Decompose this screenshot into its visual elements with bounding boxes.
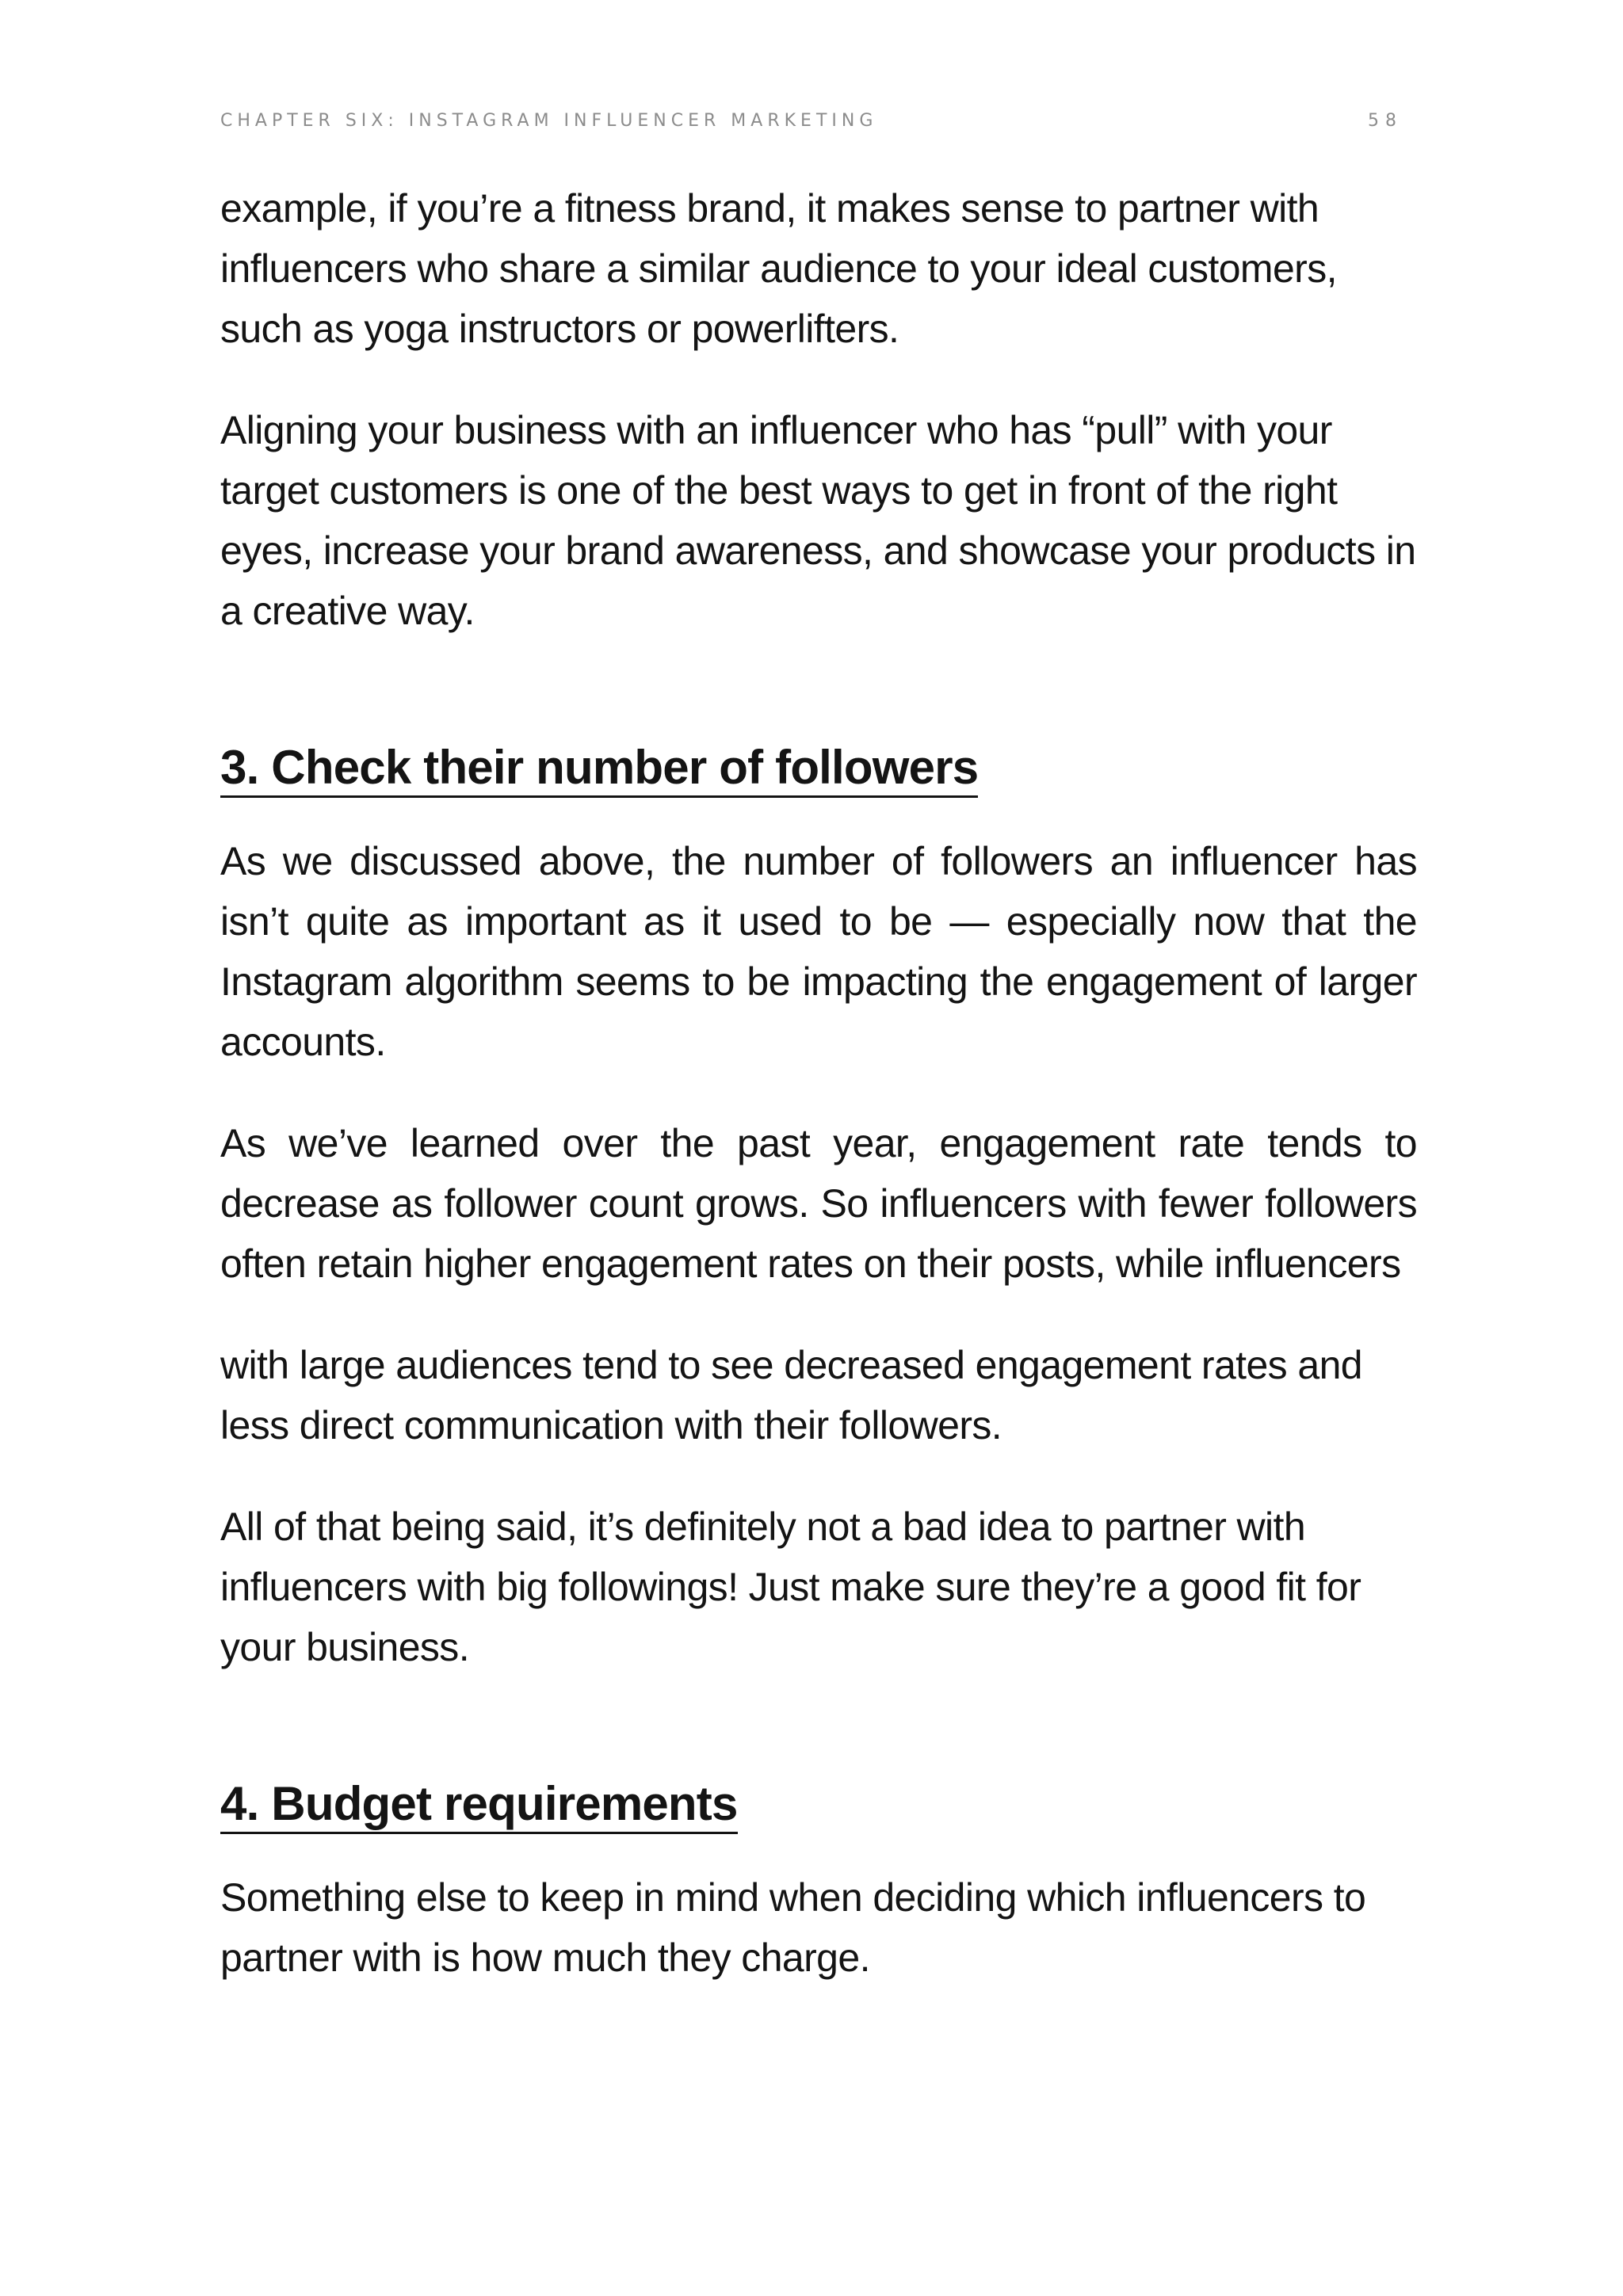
paragraph-large-audiences: with large audiences tend to see decreased engagement rates and less direct communication with their followers. bbox=[220, 1343, 1362, 1447]
section-heading-followers bbox=[220, 736, 1417, 799]
page-number: 58 bbox=[1368, 111, 1403, 131]
section-heading-budget bbox=[220, 1772, 1417, 1836]
chapter-title: CHAPTER SIX: INSTAGRAM INFLUENCER MARKETING bbox=[220, 111, 878, 131]
section-heading-followers-text: 3. Check their number of followers bbox=[220, 741, 978, 798]
section-heading-budget-text: 4. Budget requirements bbox=[220, 1777, 738, 1834]
paragraph-followers-importance: As we discussed above, the number of followers an influencer has isn’t quite as important as it used to be — especially now that the Instagram algorithm seems to be impacting the engagement of larger accounts. bbox=[220, 839, 1417, 1064]
page-content bbox=[220, 178, 1417, 2029]
paragraph-big-followings: All of that being said, it’s definitely not a bad idea to partner with influencers with big followings! Just make sure they’re a good fit for your business. bbox=[220, 1505, 1361, 1669]
running-header bbox=[220, 111, 1403, 136]
paragraph-fitness-example: example, if you’re a fitness brand, it makes sense to partner with influencers who share a similar audience to your ideal customers, such as yoga instructors or powerlifters. bbox=[220, 186, 1337, 351]
paragraph-engagement-rate: As we’ve learned over the past year, engagement rate tends to decrease as follower count grows. So influencers with fewer followers often retain higher engagement rates on their posts, while influencers bbox=[220, 1121, 1417, 1286]
paragraph-budget: Something else to keep in mind when deciding which influencers to partner with is how much they charge. bbox=[220, 1875, 1366, 1980]
paragraph-aligning-business: Aligning your business with an influencer who has “pull” with your target customers is one of the best ways to get in front of the right eyes, increase your brand awareness, and showcase your products in a creative way. bbox=[220, 408, 1416, 633]
